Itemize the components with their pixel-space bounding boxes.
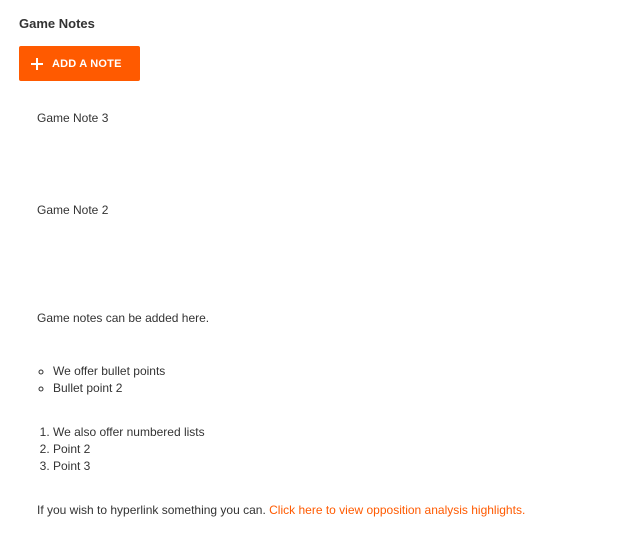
note-text: Game Note 3 bbox=[37, 111, 109, 125]
note-intro: Game notes can be added here. bbox=[37, 311, 210, 325]
note-text: Game Note 2 bbox=[37, 203, 109, 217]
bullet-list bbox=[37, 363, 627, 397]
add-note-label: ADD A NOTE bbox=[52, 57, 122, 70]
numbered-list bbox=[37, 424, 627, 475]
list-item: 3. Point 3 bbox=[53, 458, 627, 475]
page-title: Game Notes bbox=[19, 16, 95, 31]
link-prefix: If you wish to hyperlink something you can. bbox=[37, 503, 266, 517]
list-item: 1. We also offer numbered lists bbox=[53, 424, 627, 441]
plus-icon bbox=[31, 58, 43, 70]
opposition-analysis-link[interactable]: Click here to view opposition analysis highlights. bbox=[269, 503, 526, 517]
note-item[interactable] bbox=[37, 310, 627, 519]
list-item: ◦ We offer bullet points bbox=[53, 363, 627, 380]
hyperlink-line bbox=[37, 502, 627, 519]
list-item: ◦ Bullet point 2 bbox=[53, 380, 627, 397]
note-item[interactable] bbox=[37, 202, 108, 219]
note-item[interactable] bbox=[37, 110, 108, 127]
list-item: 2. Point 2 bbox=[53, 441, 627, 458]
add-note-button[interactable] bbox=[19, 46, 140, 81]
